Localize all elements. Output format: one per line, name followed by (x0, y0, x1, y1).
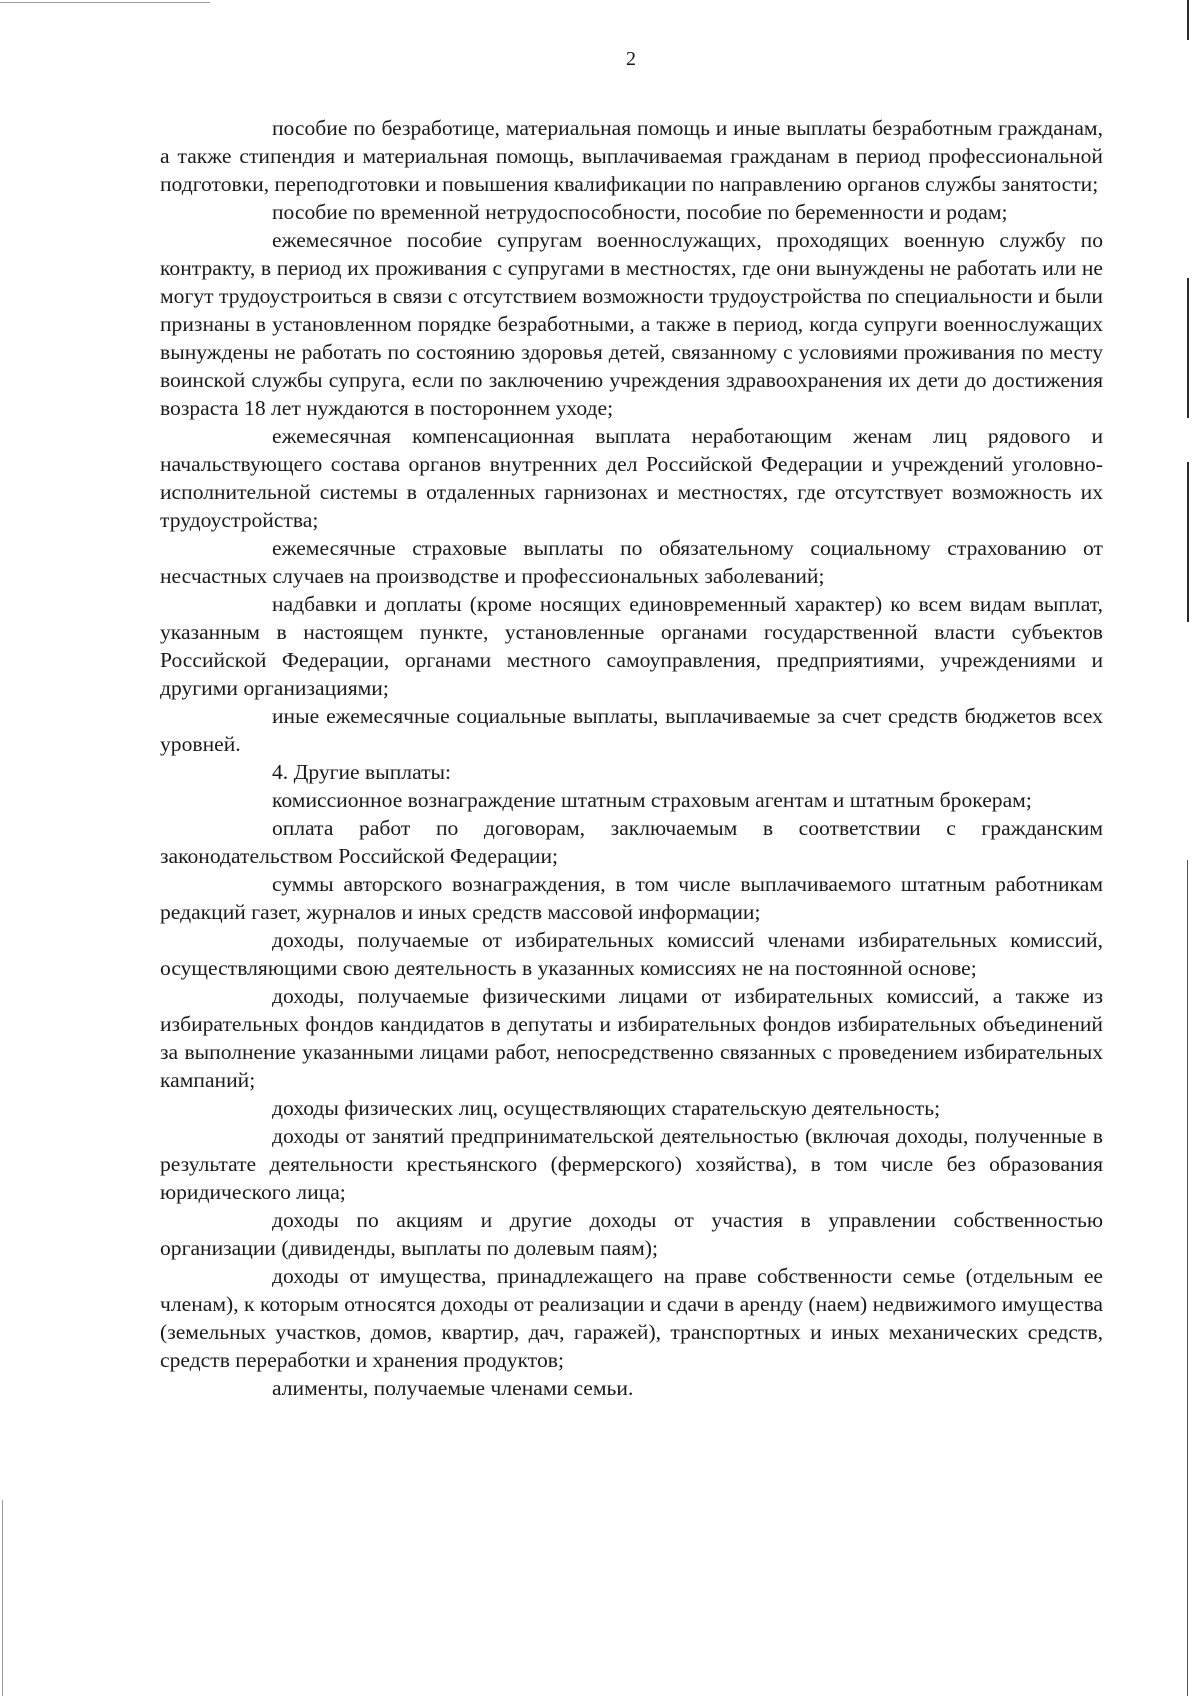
paragraph: оплата работ по договорам, заключаемым в соответствии с гражданским законодательством Российской Федерации; (160, 816, 1103, 868)
paragraph: ежемесячные страховые выплаты по обязательному социальному страхованию от несчастных случаев на производстве и профессиональных заболеваний; (160, 536, 1103, 588)
paragraph: доходы от имущества, принадлежащего на праве собственности семье (отдельным ее членам), к которым относятся доходы от реализации и сдачи в аренду (наем) недвижимого имущества (земельных участков, домов, квартир, дач, гаражей), транспортных и иных механических средств, средств переработки и хранения продуктов; (160, 1264, 1103, 1372)
scan-edge-mark (1187, 860, 1188, 1696)
paragraph: доходы по акциям и другие доходы от участия в управлении собственностью организации (дивиденды, выплаты по долевым паям); (160, 1208, 1103, 1260)
document-body (160, 114, 1103, 1402)
scan-edge-mark (1187, 462, 1189, 622)
paragraph: комиссионное вознаграждение штатным страховым агентам и штатным брокерам; (272, 788, 1032, 812)
page-number: 2 (626, 48, 636, 70)
paragraph: доходы от занятий предпринимательской деятельностью (включая доходы, полученные в результате деятельности крестьянского (фермерского) хозяйства), в том числе без образования юридического лица; (160, 1124, 1103, 1204)
paragraph: доходы, получаемые от избирательных комиссий членами избирательных комиссий, осуществляющими свою деятельность в указанных комиссиях не на постоянной основе; (160, 928, 1103, 980)
scan-edge-mark (2, 1500, 3, 1696)
section-heading: 4. Другие выплаты: (272, 760, 452, 784)
paragraph: ежемесячная компенсационная выплата неработающим женам лиц рядового и начальствующего состава органов внутренних дел Российской Федерации и учреждений уголовно-исполнительной системы в отдаленных гарнизонах и местностях, где отсутствует возможность их трудоустройства; (160, 424, 1103, 532)
paragraph: иные ежемесячные социальные выплаты, выплачиваемые за счет средств бюджетов всех уровней. (160, 704, 1103, 756)
paragraph: пособие по безработице, материальная помощь и иные выплаты безработным гражданам, а также стипендия и материальная помощь, выплачиваемая гражданам в период профессиональной подготовки, переподготовки и повышения квалификации по направлению органов службы занятости; (160, 116, 1103, 196)
paragraph: суммы авторского вознаграждения, в том числе выплачиваемого штатным работникам редакций газет, журналов и иных средств массовой информации; (160, 872, 1103, 924)
paragraph: доходы, получаемые физическими лицами от избирательных комиссий, а также из избирательных фондов кандидатов в депутаты и избирательных фондов избирательных объединений за выполнение указанными лицами работ, непосредственно связанных с проведением избирательных кампаний; (160, 984, 1103, 1092)
scan-edge-mark (1187, 278, 1189, 418)
paragraph: надбавки и доплаты (кроме носящих единовременный характер) ко всем видам выплат, указанным в настоящем пункте, установленные органами государственной власти субъектов Российской Федерации, органами местного самоуправления, предприятиями, учреждениями и другими организациями; (160, 592, 1103, 700)
paragraph: пособие по временной нетрудоспособности, пособие по беременности и родам; (272, 200, 1008, 224)
scan-top-rule (0, 2, 210, 3)
paragraph: доходы физических лиц, осуществляющих старательскую деятельность; (272, 1096, 941, 1120)
scan-edge-mark (1187, 0, 1189, 40)
paragraph: ежемесячное пособие супругам военнослужащих, проходящих военную службу по контракту, в период их проживания с супругами в местностях, где они вынуждены не работать или не могут трудоустроиться в связи с отсутствием возможности трудоустройства по специальности и были признаны в установленном порядке безработными, а также в период, когда супруги военнослужащих вынуждены не работать по состоянию здоровья детей, связанному с условиями проживания по месту воинской службы супруга, если по заключению учреждения здравоохранения их дети до достижения возраста 18 лет нуждаются в постороннем уходе; (160, 228, 1103, 420)
paragraph: алименты, получаемые членами семьи. (272, 1376, 634, 1400)
